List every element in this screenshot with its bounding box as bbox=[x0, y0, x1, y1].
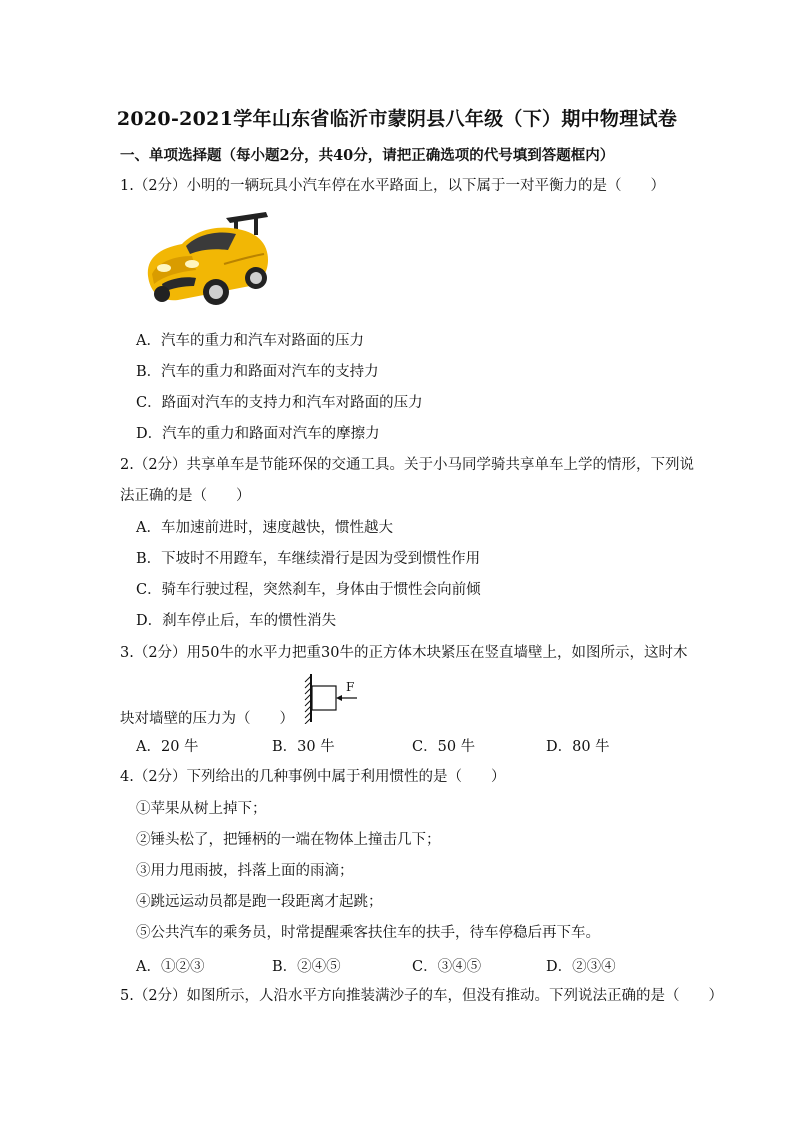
q4-item-5: ⑤公共汽车的乘务员，时常提醒乘客扶住车的扶手，待车停稳后再下车。 bbox=[136, 925, 600, 941]
q3-option-d: D．80 牛 bbox=[546, 739, 610, 755]
question-4-text: 4.（2分）下列给出的几种事例中属于利用惯性的是（ ） bbox=[120, 769, 506, 785]
q3-option-b: B．30 牛 bbox=[272, 739, 335, 755]
q4-option-d: D．②③④ bbox=[546, 959, 616, 975]
question-5-text: 5.（2分）如图所示，人沿水平方向推装满沙子的车，但没有推动。下列说法正确的是（ ） bbox=[120, 988, 724, 1004]
q1-option-b: B．汽车的重力和路面对汽车的支持力 bbox=[136, 364, 379, 380]
q3-option-c: C．50 牛 bbox=[412, 739, 476, 755]
q4-item-3: ③用力甩雨披，抖落上面的雨滴； bbox=[136, 863, 354, 879]
question-3-text-line1: 3.（2分）用50牛的水平力把重30牛的正方体木块紧压在竖直墙壁上，如图所示，这时木 bbox=[120, 645, 688, 661]
q2-option-d: D．刹车停止后，车的惯性消失 bbox=[136, 613, 337, 629]
question-2-text-line1: 2.（2分）共享单车是节能环保的交通工具。关于小马同学骑共享单车上学的情形，下列说 bbox=[120, 457, 695, 473]
section-heading: 一、单项选择题（每小题2分，共40分，请把正确选项的代号填到答题框内） bbox=[120, 147, 615, 164]
q2-option-b: B．下坡时不用蹬车，车继续滑行是因为受到惯性作用 bbox=[136, 551, 481, 567]
question-1-text: 1.（2分）小明的一辆玩具小汽车停在水平路面上，以下属于一对平衡力的是（ ） bbox=[120, 178, 666, 194]
question-2-text-line2: 法正确的是（ ） bbox=[120, 488, 251, 504]
q4-option-a: A．①②③ bbox=[136, 959, 205, 975]
q4-item-2: ②锤头松了，把锤柄的一端在物体上撞击几下； bbox=[136, 832, 441, 848]
question-3-text-line2: 块对墙壁的压力为（ ） bbox=[120, 711, 294, 727]
toy-car-image bbox=[138, 208, 274, 316]
q3-option-a: A．20 牛 bbox=[136, 739, 199, 755]
q4-option-c: C．③④⑤ bbox=[412, 959, 482, 975]
q2-option-c: C．骑车行驶过程，突然刹车，身体由于惯性会向前倾 bbox=[136, 582, 481, 598]
q1-option-d: D．汽车的重力和路面对汽车的摩擦力 bbox=[136, 426, 380, 442]
q4-options bbox=[136, 955, 696, 975]
q2-option-a: A．车加速前进时，速度越快，惯性越大 bbox=[136, 520, 393, 536]
q1-option-c: C．路面对汽车的支持力和汽车对路面的压力 bbox=[136, 395, 423, 411]
q4-item-4: ④跳远运动员都是跑一段距离才起跳； bbox=[136, 894, 383, 910]
q4-option-b: B．②④⑤ bbox=[272, 959, 341, 975]
q3-options bbox=[136, 735, 696, 755]
q4-item-1: ①苹果从树上掉下； bbox=[136, 801, 267, 817]
exam-title: 2020-2021学年山东省临沂市蒙阴县八年级（下）期中物理试卷 bbox=[116, 108, 678, 130]
q1-option-a: A．汽车的重力和汽车对路面的压力 bbox=[136, 333, 364, 349]
force-label: F bbox=[346, 680, 355, 694]
